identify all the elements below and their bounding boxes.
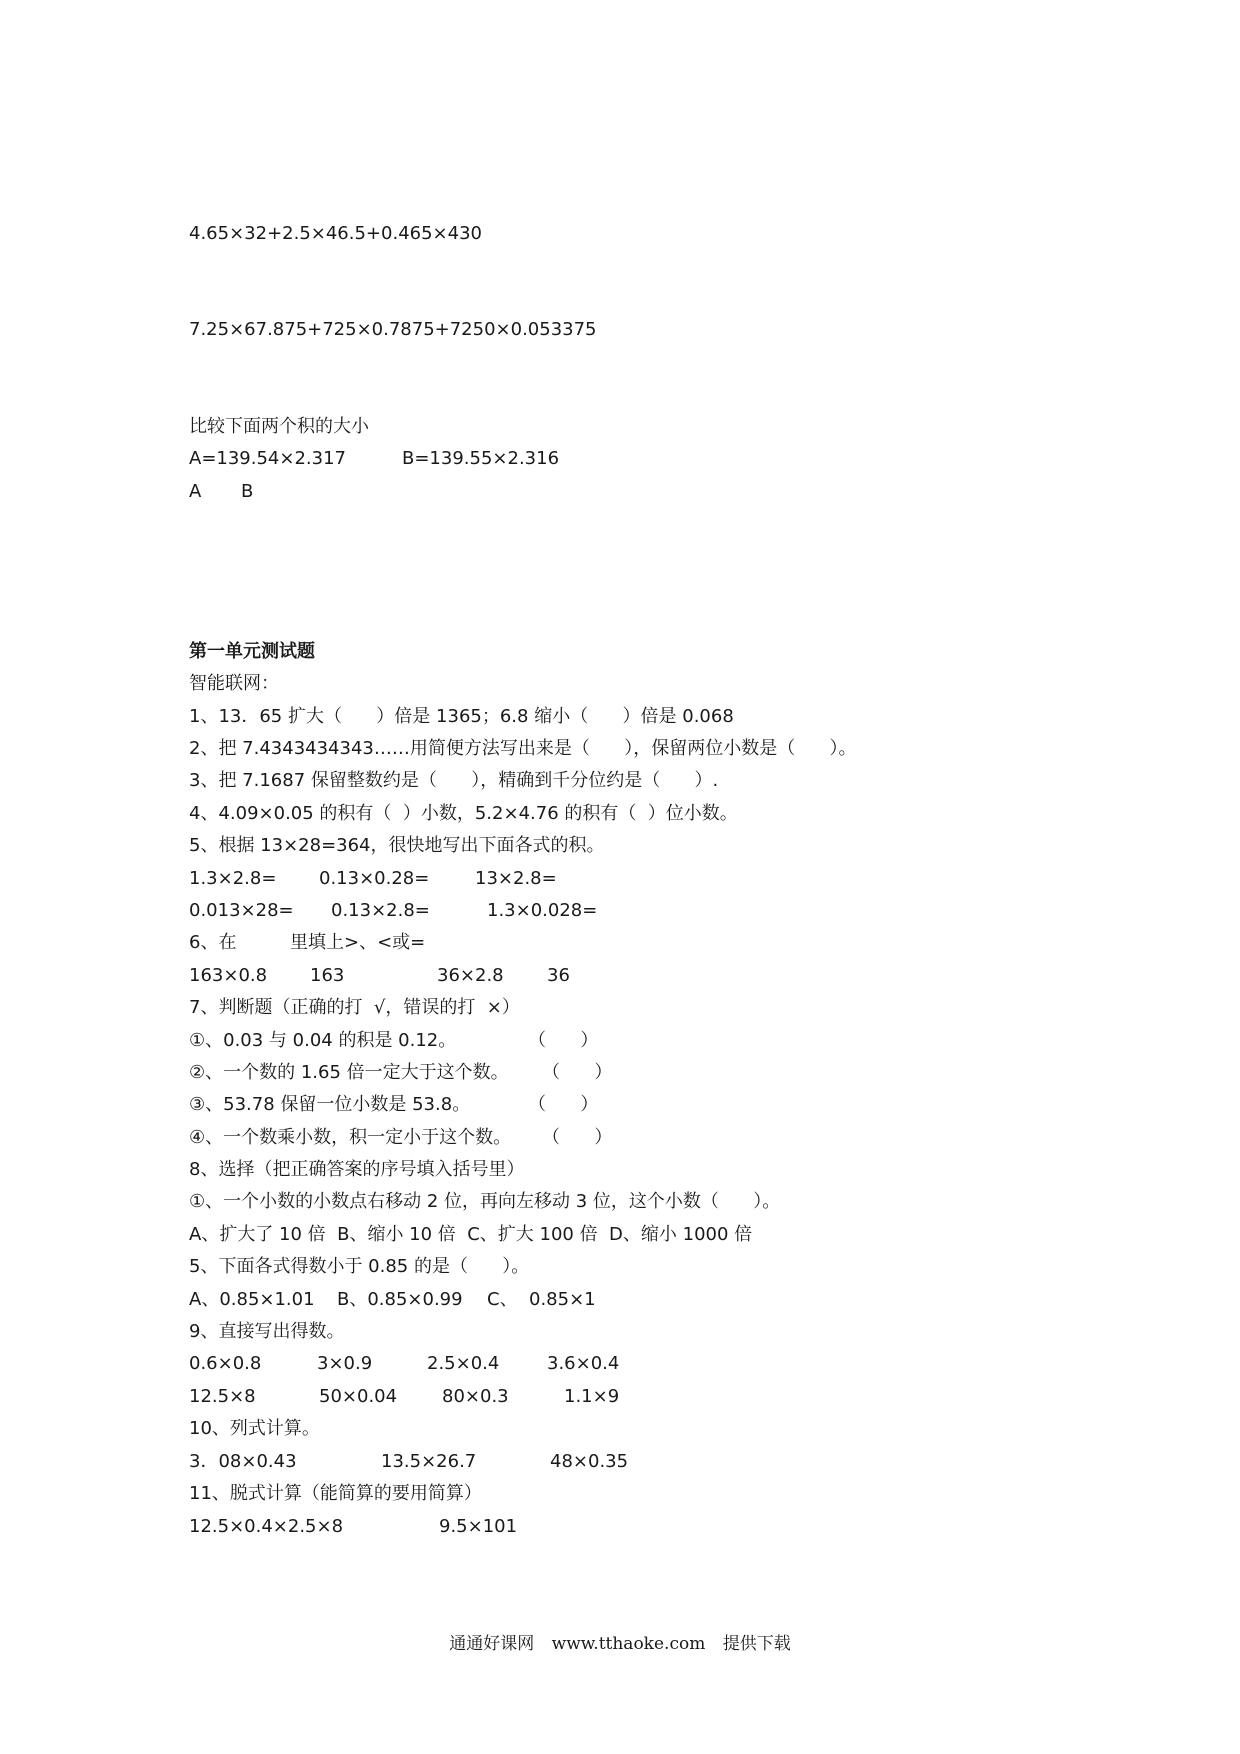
compare-labels — [189, 480, 254, 552]
judge-text: ①、0.03 与 0.04 的积是 0.12。 — [189, 1030, 457, 1051]
section-heading: 智能联网： — [189, 673, 279, 694]
q9-item: 80×0.3 — [442, 1386, 509, 1407]
question-4: 4、4.09×0.05 的积有（ ）小数，5.2×4.76 的积有（ ）位小数。 — [189, 803, 738, 824]
q5-item: 0.13×0.28= — [319, 868, 430, 889]
question-3: 3、把 7.1687 保留整数约是（ ），精确到千分位约是（ ）. — [189, 770, 719, 791]
q6-item: 36 — [547, 965, 570, 986]
q9-item: 1.1×9 — [564, 1386, 620, 1407]
q9-item: 50×0.04 — [319, 1386, 398, 1407]
judge-bracket: （ ） — [542, 1062, 613, 1083]
compare-b-expression: B=139.55×2.316 — [402, 448, 560, 469]
q5-item: 1.3×0.028= — [487, 900, 598, 921]
choice-option: A、0.85×1.01 — [189, 1289, 315, 1310]
question-8: 8、选择（把正确答案的序号填入括号里） — [189, 1159, 525, 1180]
q10-item: 3．08×0.43 — [189, 1451, 297, 1472]
footer-site-name: 通通好课网 — [449, 1634, 535, 1654]
question-10: 10、列式计算。 — [189, 1418, 320, 1439]
q10-item: 48×0.35 — [550, 1451, 629, 1472]
question-11: 11、脱式计算（能简算的要用简算） — [189, 1483, 482, 1504]
expression-2: 7.25×67.875+725×0.7875+7250×0.053375 — [189, 319, 597, 340]
q10-item: 13.5×26.7 — [381, 1451, 477, 1472]
q6-prefix: 6、在 — [189, 932, 237, 953]
q6-item: 163×0.8 — [189, 965, 268, 986]
q9-item: 2.5×0.4 — [427, 1353, 500, 1374]
q5-item: 1.3×2.8= — [189, 868, 277, 889]
q9-item: 12.5×8 — [189, 1386, 256, 1407]
judge-text: ②、一个数的 1.65 倍一定大于这个数。 — [189, 1062, 509, 1083]
choice-item-1: ①、一个小数的小数点右移动 2 位，再向左移动 3 位，这个小数（ ）。 — [189, 1191, 781, 1212]
judge-bracket: （ ） — [542, 1127, 613, 1148]
q5-item: 0.013×28= — [189, 900, 294, 921]
question-1: 1、13．65 扩大（ ）倍是 1365；6.8 缩小（ ）倍是 0.068 — [189, 706, 734, 727]
footer-download: 提供下载 — [722, 1634, 791, 1654]
judge-text: ④、一个数乘小数，积一定小于这个数。 — [189, 1127, 512, 1148]
compare-a-expression: A=139.54×2.317 — [189, 448, 346, 469]
judge-bracket: （ ） — [528, 1030, 599, 1051]
question-9: 9、直接写出得数。 — [189, 1321, 345, 1342]
compare-b-label: B — [241, 481, 254, 502]
q9-item: 3.6×0.4 — [547, 1353, 620, 1374]
footer-url: www.tthaoke.com — [551, 1634, 706, 1654]
unit-test-title: 第一单元测试题 — [189, 641, 315, 662]
choice-item-1-options: A、扩大了 10 倍 B、缩小 10 倍 C、扩大 100 倍 D、缩小 1000 倍 — [189, 1224, 753, 1245]
choice-option: B、0.85×0.99 — [337, 1289, 463, 1310]
question-11-row — [189, 1515, 518, 1587]
q6-item: 163 — [310, 965, 345, 986]
compare-a-label: A — [189, 481, 202, 502]
q9-item: 0.6×0.8 — [189, 1353, 262, 1374]
q5-item: 13×2.8= — [475, 868, 557, 889]
expression-1: 4.65×32+2.5×46.5+0.465×430 — [189, 223, 482, 244]
judge-bracket: （ ） — [528, 1094, 599, 1115]
q6-suffix: 里填上>、<或= — [290, 932, 426, 953]
choice-option: C、 0.85×1 — [487, 1289, 596, 1310]
question-5: 5、根据 13×28=364，很快地写出下面各式的积。 — [189, 835, 605, 856]
judge-text: ③、53.78 保留一位小数是 53.8。 — [189, 1094, 471, 1115]
q6-item: 36×2.8 — [437, 965, 504, 986]
compare-title: 比较下面两个积的大小 — [189, 416, 369, 437]
question-2: 2、把 7.4343434343……用简便方法写出来是（ ），保留两位小数是（ ）。 — [189, 738, 857, 759]
q9-item: 3×0.9 — [317, 1353, 373, 1374]
q5-item: 0.13×2.8= — [331, 900, 430, 921]
q11-item: 9.5×101 — [439, 1516, 518, 1537]
question-7: 7、判断题（正确的打 √，错误的打 ×） — [189, 997, 520, 1018]
page-footer — [0, 1632, 1240, 1656]
q11-item: 12.5×0.4×2.5×8 — [189, 1516, 344, 1537]
choice-item-2: 5、下面各式得数小于 0.85 的是（ ）。 — [189, 1256, 530, 1277]
